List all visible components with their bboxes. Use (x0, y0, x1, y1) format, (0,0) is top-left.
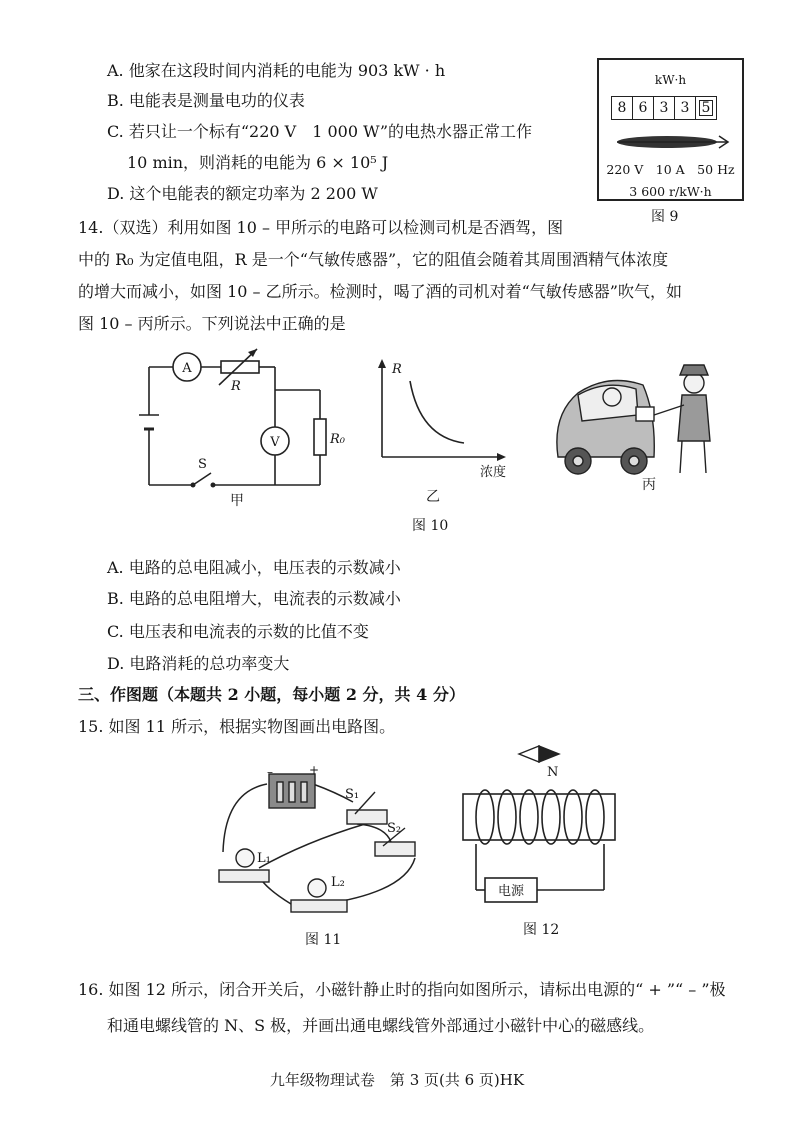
meter-digit: 3 (675, 97, 696, 119)
page-footer: 九年级物理试卷 第 3 页(共 6 页)HK (269, 1071, 525, 1089)
q14-option-c: C. 电压表和电流表的示数的比值不变 (107, 622, 369, 641)
meter-digit: 6 (633, 97, 654, 119)
figure-10-caption: 图 10 (412, 518, 449, 534)
voltmeter-label: V (270, 435, 280, 450)
q16-line-2: 和通电螺线管的 N、S 极，并画出通电螺线管外部通过小磁针中心的磁感线。 (107, 1016, 655, 1035)
meter-unit: kW·h (654, 73, 687, 87)
lamp-l1-label: L₁ (257, 851, 271, 866)
battery-plus-label: + (309, 763, 320, 777)
figure-12-solenoid (455, 740, 630, 920)
meter-digit: 3 (654, 97, 675, 119)
switch-label: S (198, 457, 207, 472)
q13-option-b: B. 电能表是测量电功的仪表 (107, 91, 305, 110)
meter-digits (611, 96, 717, 120)
q14-line-4: 图 10 – 丙所示。下列说法中正确的是 (78, 314, 346, 333)
meter-spec-rev: 3 600 r/kW·h (629, 184, 712, 199)
graph-x-label: 浓度 (480, 465, 507, 480)
q14-line-1: 14.（双选）利用如图 10 – 甲所示的电路可以检测司机是否酒驾，图 (78, 218, 564, 237)
figure-10-jia-label: 甲 (230, 493, 244, 509)
figure-11-physical-circuit (205, 762, 450, 922)
figure-9-caption: 图 9 (651, 209, 679, 225)
meter-digit-decimal: 5 (696, 97, 716, 119)
q13-option-a: A. 他家在这段时间内消耗的电能为 903 kW · h (107, 61, 446, 80)
figure-10-yi-graph (368, 355, 518, 505)
q14-line-2: 中的 R₀ 为定值电阻，R 是一个“气敏传感器”，它的阻值会随着其周围酒精气体浓度 (78, 250, 669, 269)
power-source-label: 电源 (497, 884, 525, 899)
q14-option-b: B. 电路的总电阻增大，电流表的示数减小 (107, 589, 401, 608)
figure-10-yi-label: 乙 (426, 489, 440, 505)
figure-10-jia-circuit (135, 345, 345, 515)
compass-north-label: N (547, 765, 559, 780)
figure-11-caption: 图 11 (305, 932, 342, 948)
switch-s1-label: S₁ (345, 787, 360, 802)
figure-10-bing-illustration (548, 345, 733, 500)
q13-option-d: D. 这个电能表的额定功率为 2 200 W (107, 184, 378, 203)
switch-s2-label: S₂ (387, 821, 402, 836)
meter-disc-arrow-icon (609, 132, 734, 152)
q14-line-3: 的增大而减小，如图 10 – 乙所示。检测时，喝了酒的司机对着“气敏传感器”吹气，如 (78, 282, 682, 301)
figure-12-caption: 图 12 (523, 922, 560, 938)
figure-10-bing-label: 丙 (642, 477, 656, 493)
q13-option-c-cont: 10 min，则消耗的电能为 6 × 10⁵ J (127, 153, 389, 172)
ammeter-label: A (182, 361, 192, 376)
q16-line-1: 16. 如图 12 所示，闭合开关后，小磁针静止时的指向如图所示，请标出电源的“ + ”“ – ”极 (78, 980, 726, 999)
q15-text: 15. 如图 11 所示，根据实物图画出电路图。 (78, 717, 396, 736)
q14-option-a: A. 电路的总电阻减小，电压表的示数减小 (107, 558, 401, 577)
meter-digit: 8 (612, 97, 633, 119)
lamp-l2-label: L₂ (331, 875, 345, 890)
section-3-heading: 三、作图题（本题共 2 小题，每小题 2 分，共 4 分） (78, 685, 465, 704)
graph-y-label: R (392, 362, 402, 377)
sensor-label: R (231, 379, 241, 394)
figure-9-meter (597, 58, 744, 201)
battery-minus-label: – (267, 765, 273, 779)
q13-option-c: C. 若只让一个标有“220 V 1 000 W”的电热水器正常工作 (107, 122, 533, 141)
fixed-resistor-label: R₀ (330, 432, 345, 447)
meter-spec-voltage: 220 V 10 A 50 Hz (606, 162, 735, 177)
q14-option-d: D. 电路消耗的总功率变大 (107, 654, 290, 673)
